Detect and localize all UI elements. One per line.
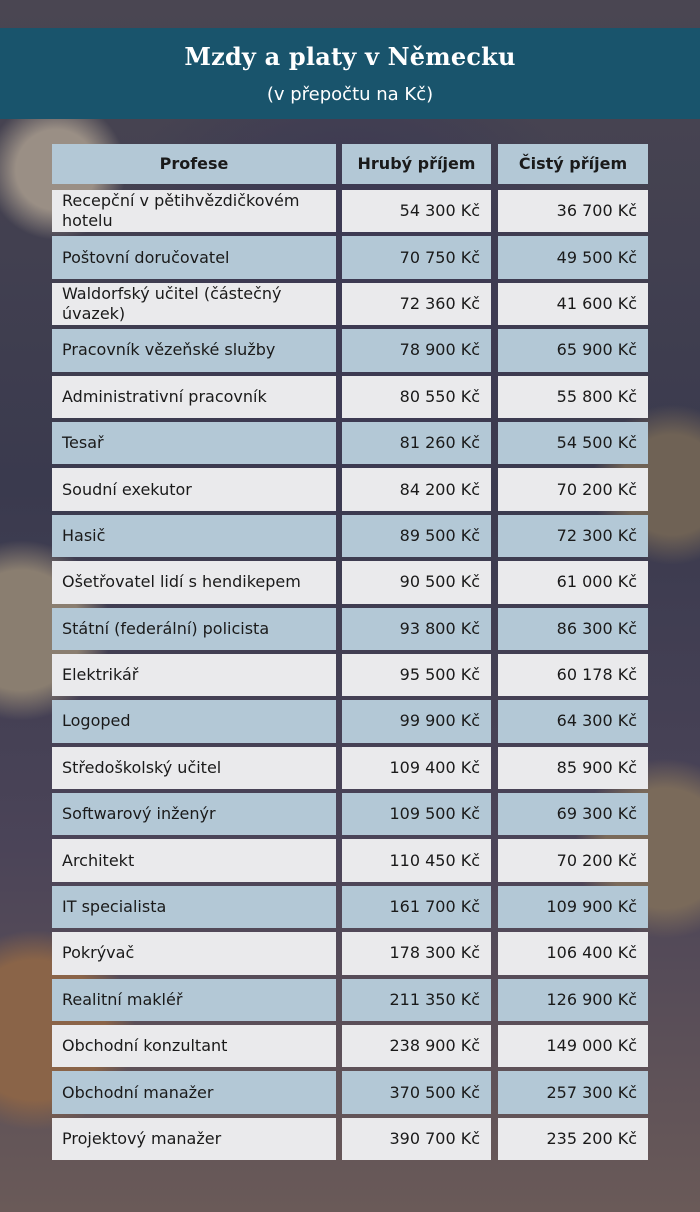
cell-gross-income: 390 700 Kč: [342, 1118, 491, 1160]
cell-net-income: 61 000 Kč: [498, 561, 648, 603]
cell-gross-income: 80 550 Kč: [342, 376, 491, 418]
cell-net-income: 49 500 Kč: [498, 236, 648, 278]
cell-profession: Elektrikář: [52, 654, 336, 696]
cell-net-income: 126 900 Kč: [498, 979, 648, 1021]
table-row: [52, 281, 648, 327]
cell-net-income: 149 000 Kč: [498, 1025, 648, 1067]
cell-profession: IT specialista: [52, 886, 336, 928]
table-row: [52, 327, 648, 373]
cell-profession: Hasič: [52, 515, 336, 557]
table-row: [52, 930, 648, 976]
table-row: [52, 837, 648, 883]
table-row: [52, 1116, 648, 1162]
cell-profession: Architekt: [52, 839, 336, 881]
table-row: [52, 559, 648, 605]
table-row: [52, 745, 648, 791]
cell-net-income: 257 300 Kč: [498, 1071, 648, 1113]
cell-profession: Projektový manažer: [52, 1118, 336, 1160]
table-row: [52, 1069, 648, 1115]
cell-profession: Soudní exekutor: [52, 468, 336, 510]
column-header-profession: Profese: [52, 144, 336, 184]
cell-net-income: 41 600 Kč: [498, 283, 648, 325]
cell-profession: Pokrývač: [52, 932, 336, 974]
cell-gross-income: 70 750 Kč: [342, 236, 491, 278]
cell-net-income: 106 400 Kč: [498, 932, 648, 974]
table-body: [52, 188, 648, 1162]
cell-profession: Realitní makléř: [52, 979, 336, 1021]
column-header-net: Čistý příjem: [498, 144, 648, 184]
cell-profession: Administrativní pracovník: [52, 376, 336, 418]
cell-profession: Ošetřovatel lidí s hendikepem: [52, 561, 336, 603]
cell-gross-income: 54 300 Kč: [342, 190, 491, 232]
table-row: [52, 466, 648, 512]
table-header-row: [52, 144, 648, 188]
cell-gross-income: 81 260 Kč: [342, 422, 491, 464]
table-row: [52, 374, 648, 420]
cell-gross-income: 84 200 Kč: [342, 468, 491, 510]
cell-profession: Waldorfský učitel (částečný úvazek): [52, 283, 336, 325]
table-row: [52, 513, 648, 559]
cell-gross-income: 370 500 Kč: [342, 1071, 491, 1113]
cell-profession: Softwarový inženýr: [52, 793, 336, 835]
cell-profession: Obchodní manažer: [52, 1071, 336, 1113]
salary-table: [52, 144, 648, 1162]
table-row: [52, 791, 648, 837]
table-row: [52, 698, 648, 744]
cell-net-income: 235 200 Kč: [498, 1118, 648, 1160]
cell-profession: Středoškolský učitel: [52, 747, 336, 789]
cell-net-income: 60 178 Kč: [498, 654, 648, 696]
cell-gross-income: 109 400 Kč: [342, 747, 491, 789]
cell-net-income: 86 300 Kč: [498, 608, 648, 650]
cell-gross-income: 78 900 Kč: [342, 329, 491, 371]
cell-net-income: 36 700 Kč: [498, 190, 648, 232]
cell-gross-income: 109 500 Kč: [342, 793, 491, 835]
cell-gross-income: 89 500 Kč: [342, 515, 491, 557]
cell-net-income: 70 200 Kč: [498, 839, 648, 881]
cell-gross-income: 90 500 Kč: [342, 561, 491, 603]
cell-net-income: 72 300 Kč: [498, 515, 648, 557]
cell-profession: Státní (federální) policista: [52, 608, 336, 650]
table-row: [52, 884, 648, 930]
cell-net-income: 70 200 Kč: [498, 468, 648, 510]
cell-gross-income: 110 450 Kč: [342, 839, 491, 881]
table-row: [52, 234, 648, 280]
cell-net-income: 109 900 Kč: [498, 886, 648, 928]
header-banner: [0, 28, 700, 119]
cell-net-income: 54 500 Kč: [498, 422, 648, 464]
cell-net-income: 55 800 Kč: [498, 376, 648, 418]
cell-gross-income: 95 500 Kč: [342, 654, 491, 696]
page-subtitle: (v přepočtu na Kč): [266, 84, 434, 105]
column-header-gross: Hrubý příjem: [342, 144, 491, 184]
table-row: [52, 977, 648, 1023]
cell-profession: Obchodní konzultant: [52, 1025, 336, 1067]
cell-gross-income: 161 700 Kč: [342, 886, 491, 928]
table-row: [52, 420, 648, 466]
cell-profession: Recepční v pětihvězdičkovém hotelu: [52, 190, 336, 232]
cell-gross-income: 72 360 Kč: [342, 283, 491, 325]
table-row: [52, 188, 648, 234]
cell-net-income: 65 900 Kč: [498, 329, 648, 371]
cell-gross-income: 99 900 Kč: [342, 700, 491, 742]
cell-profession: Logoped: [52, 700, 336, 742]
table-row: [52, 652, 648, 698]
cell-profession: Pracovník vězeňské služby: [52, 329, 336, 371]
cell-gross-income: 93 800 Kč: [342, 608, 491, 650]
cell-net-income: 69 300 Kč: [498, 793, 648, 835]
cell-gross-income: 211 350 Kč: [342, 979, 491, 1021]
page-title: Mzdy a platy v Německu: [184, 42, 516, 71]
table-row: [52, 606, 648, 652]
cell-profession: Poštovní doručovatel: [52, 236, 336, 278]
cell-gross-income: 178 300 Kč: [342, 932, 491, 974]
table-row: [52, 1023, 648, 1069]
cell-profession: Tesař: [52, 422, 336, 464]
cell-gross-income: 238 900 Kč: [342, 1025, 491, 1067]
cell-net-income: 85 900 Kč: [498, 747, 648, 789]
cell-net-income: 64 300 Kč: [498, 700, 648, 742]
